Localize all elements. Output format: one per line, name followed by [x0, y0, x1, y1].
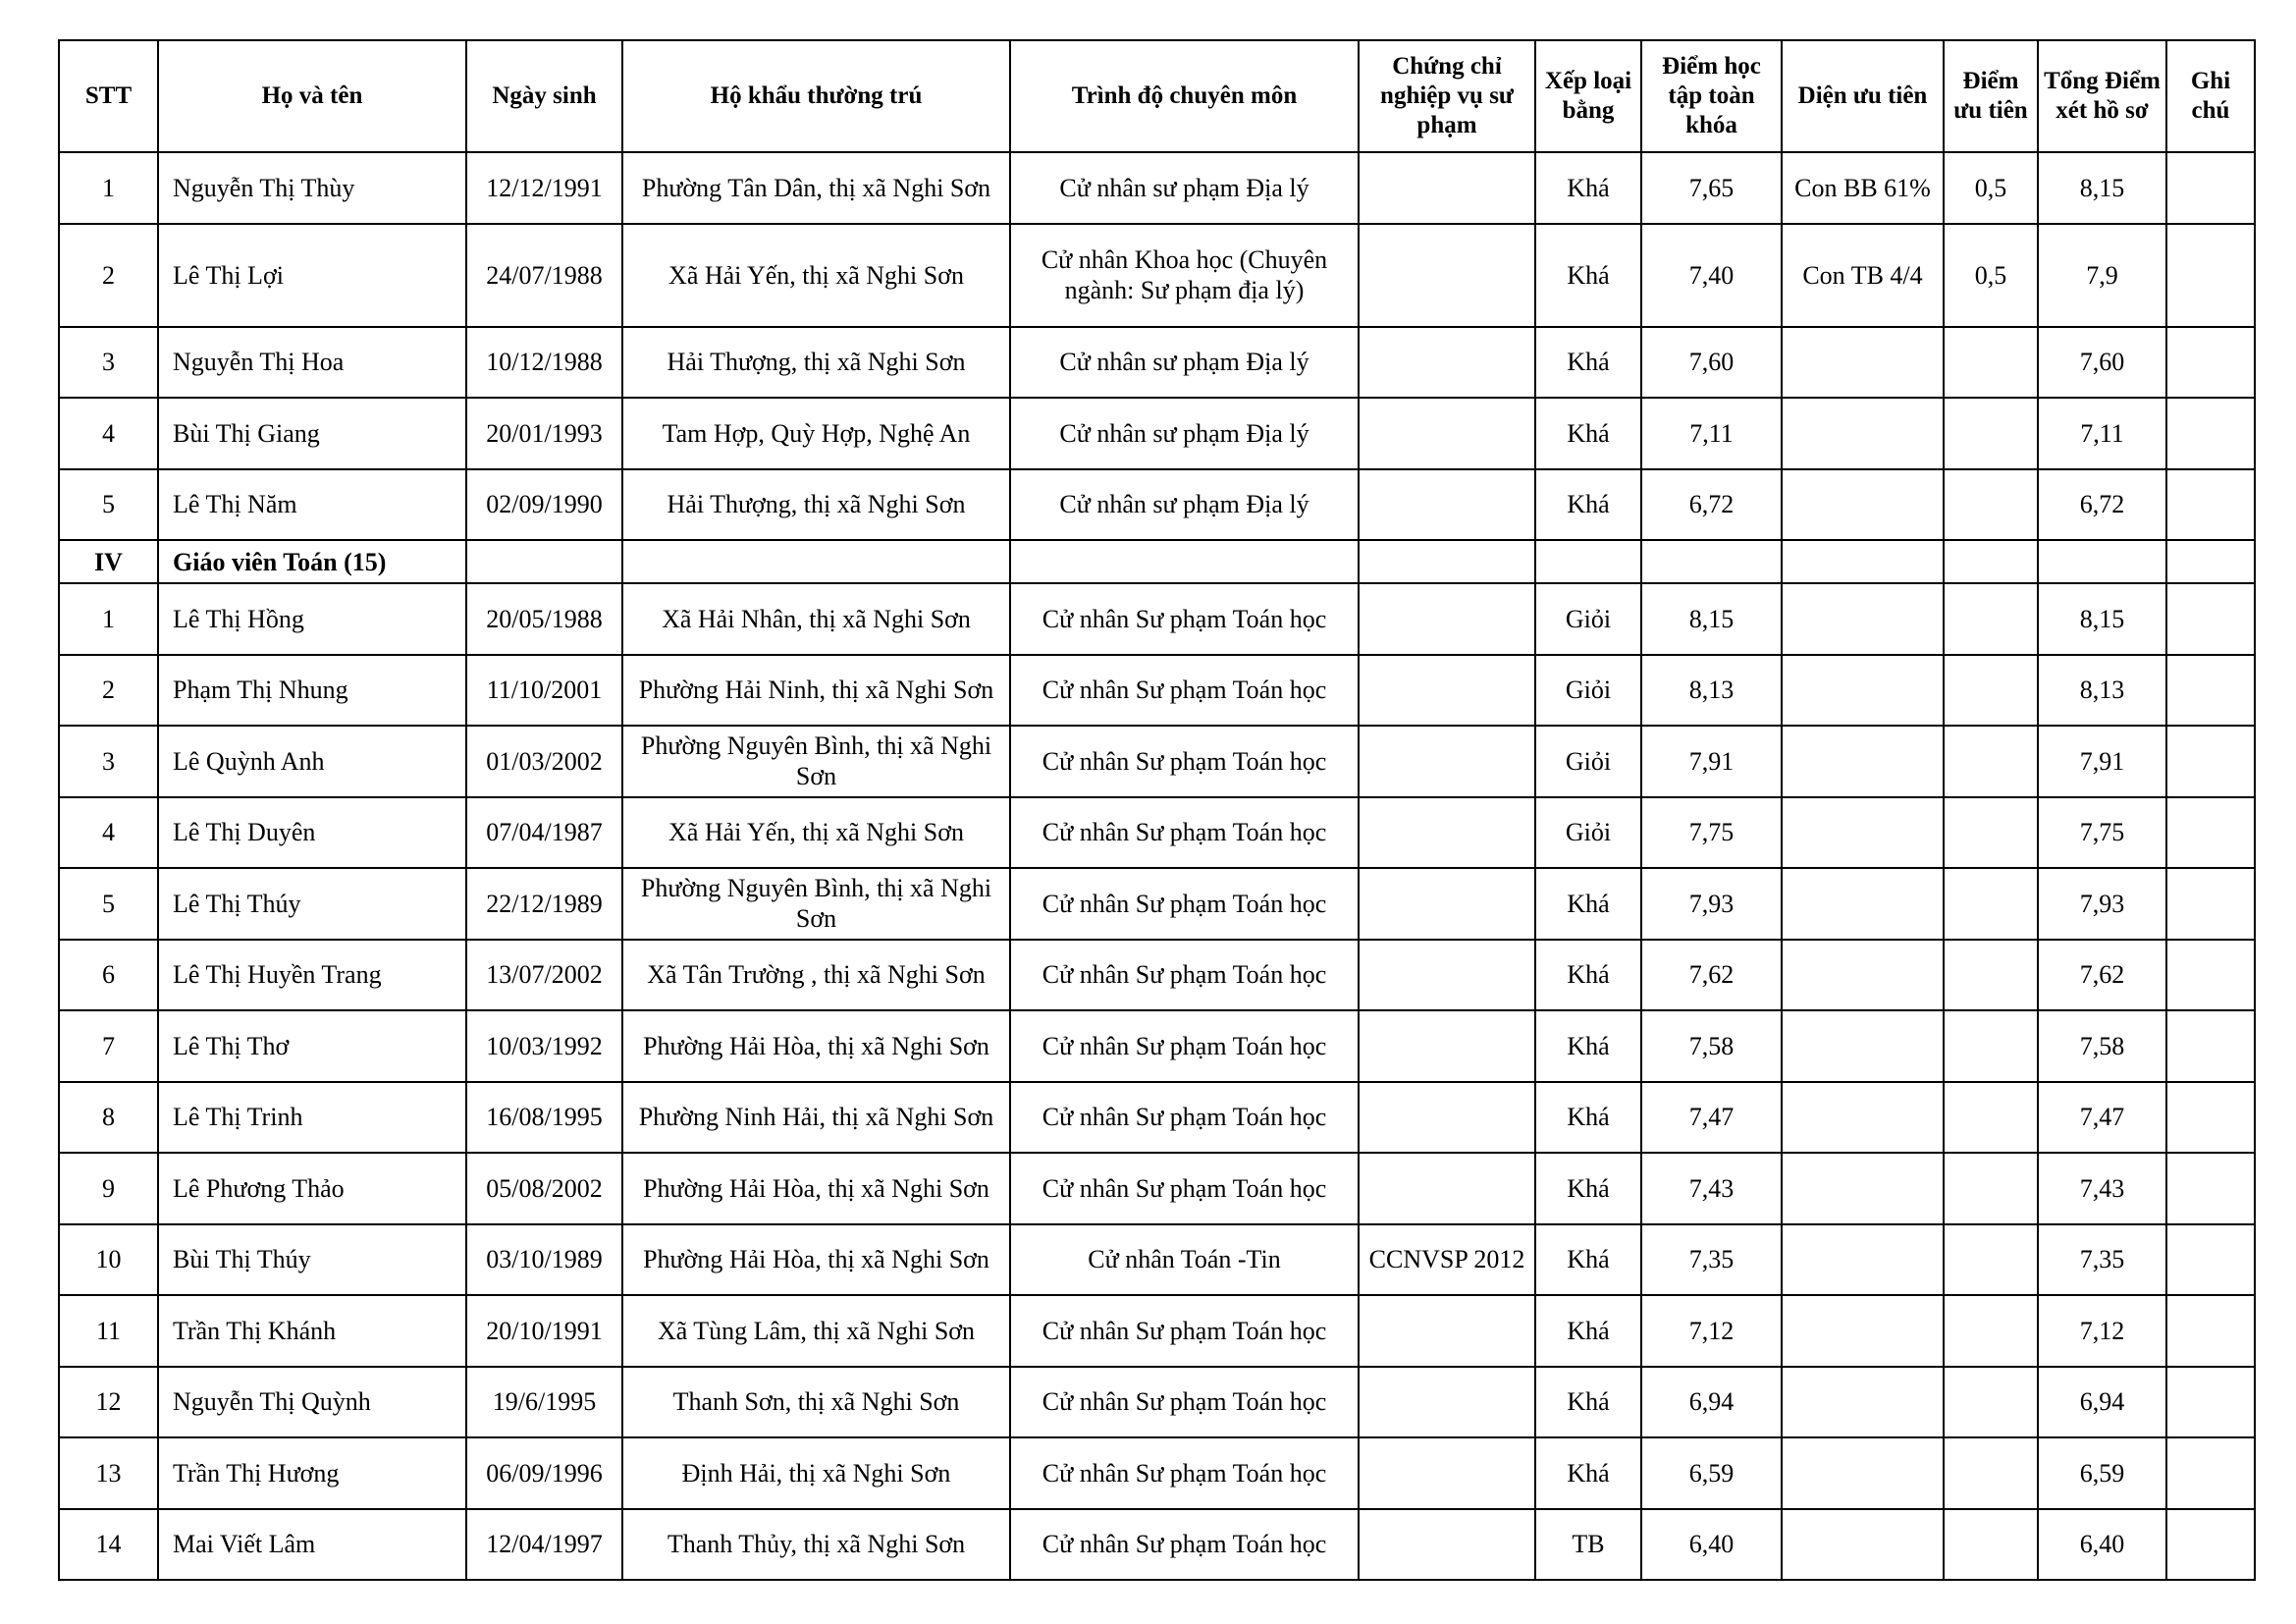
cell-priority-type	[1782, 583, 1944, 655]
cell-priority-points	[1944, 1367, 2038, 1438]
cell-priority-points	[1944, 1010, 2038, 1082]
cell-qualification: Cử nhân Sư phạm Toán học	[1010, 655, 1359, 727]
table-row	[59, 327, 2255, 399]
section-title: Giáo viên Toán (15)	[158, 540, 466, 583]
cell-note	[2166, 224, 2255, 327]
cell-rank: Giỏi	[1535, 583, 1641, 655]
section-empty-cell	[622, 540, 1010, 583]
cell-total: 7,11	[2038, 398, 2166, 469]
cell-priority-points	[1944, 583, 2038, 655]
cell-address: Xã Tân Trường , thị xã Nghi Sơn	[622, 940, 1010, 1011]
cell-address: Phường Hải Ninh, thị xã Nghi Sơn	[622, 655, 1010, 727]
cell-certificate	[1359, 327, 1535, 399]
cell-address: Định Hải, thị xã Nghi Sơn	[622, 1437, 1010, 1509]
section-empty-cell	[1359, 540, 1535, 583]
cell-total: 7,60	[2038, 327, 2166, 399]
cell-total: 7,93	[2038, 868, 2166, 940]
cell-priority-type	[1782, 655, 1944, 727]
cell-stt: 14	[59, 1509, 158, 1581]
cell-dob: 24/07/1988	[466, 224, 622, 327]
cell-priority-type	[1782, 1224, 1944, 1296]
cell-certificate	[1359, 398, 1535, 469]
cell-stt: 5	[59, 469, 158, 541]
cell-dob: 12/04/1997	[466, 1509, 622, 1581]
section-empty-cell	[1535, 540, 1641, 583]
cell-name: Trần Thị Khánh	[158, 1295, 466, 1367]
cell-total: 7,62	[2038, 940, 2166, 1011]
section-empty-cell	[1010, 540, 1359, 583]
cell-name: Nguyễn Thị Thùy	[158, 152, 466, 224]
cell-qualification: Cử nhân Sư phạm Toán học	[1010, 1153, 1359, 1224]
cell-note	[2166, 469, 2255, 541]
cell-dob: 16/08/1995	[466, 1082, 622, 1154]
cell-address: Phường Hải Hòa, thị xã Nghi Sơn	[622, 1010, 1010, 1082]
section-empty-cell	[466, 540, 622, 583]
cell-stt: 3	[59, 327, 158, 399]
cell-dob: 11/10/2001	[466, 655, 622, 727]
table-row	[59, 583, 2255, 655]
cell-priority-points: 0,5	[1944, 224, 2038, 327]
cell-rank: TB	[1535, 1509, 1641, 1581]
cell-qualification: Cử nhân Sư phạm Toán học	[1010, 940, 1359, 1011]
cell-name: Nguyễn Thị Quỳnh	[158, 1367, 466, 1438]
header-name: Họ và tên	[158, 40, 466, 152]
cell-priority-type	[1782, 469, 1944, 541]
cell-note	[2166, 583, 2255, 655]
cell-stt: 8	[59, 1082, 158, 1154]
cell-gpa: 7,75	[1641, 797, 1782, 869]
cell-certificate	[1359, 224, 1535, 327]
cell-qualification: Cử nhân Toán -Tin	[1010, 1224, 1359, 1296]
cell-gpa: 6,72	[1641, 469, 1782, 541]
cell-priority-points	[1944, 726, 2038, 797]
cell-stt: 7	[59, 1010, 158, 1082]
cell-name: Lê Thị Duyên	[158, 797, 466, 869]
cell-total: 7,12	[2038, 1295, 2166, 1367]
cell-note	[2166, 1509, 2255, 1581]
cell-stt: 3	[59, 726, 158, 797]
header-rank: Xếp loại bằng	[1535, 40, 1641, 152]
section-row	[59, 540, 2255, 583]
cell-certificate	[1359, 868, 1535, 940]
table-row	[59, 1010, 2255, 1082]
cell-address: Thanh Thủy, thị xã Nghi Sơn	[622, 1509, 1010, 1581]
cell-qualification: Cử nhân Sư phạm Toán học	[1010, 1010, 1359, 1082]
cell-dob: 06/09/1996	[466, 1437, 622, 1509]
header-stt: STT	[59, 40, 158, 152]
cell-qualification: Cử nhân Sư phạm Toán học	[1010, 1367, 1359, 1438]
cell-qualification: Cử nhân sư phạm Địa lý	[1010, 469, 1359, 541]
cell-note	[2166, 797, 2255, 869]
cell-note	[2166, 868, 2255, 940]
cell-rank: Giỏi	[1535, 655, 1641, 727]
cell-total: 7,47	[2038, 1082, 2166, 1154]
cell-qualification: Cử nhân sư phạm Địa lý	[1010, 327, 1359, 399]
table-row	[59, 655, 2255, 727]
cell-note	[2166, 398, 2255, 469]
cell-rank: Khá	[1535, 1153, 1641, 1224]
cell-dob: 10/12/1988	[466, 327, 622, 399]
cell-gpa: 7,91	[1641, 726, 1782, 797]
cell-certificate	[1359, 152, 1535, 224]
table-row	[59, 1437, 2255, 1509]
cell-gpa: 6,59	[1641, 1437, 1782, 1509]
cell-name: Lê Thị Thơ	[158, 1010, 466, 1082]
cell-total: 7,43	[2038, 1153, 2166, 1224]
header-address: Hộ khẩu thường trú	[622, 40, 1010, 152]
cell-gpa: 7,60	[1641, 327, 1782, 399]
cell-address: Phường Ninh Hải, thị xã Nghi Sơn	[622, 1082, 1010, 1154]
cell-name: Lê Thị Hồng	[158, 583, 466, 655]
cell-dob: 10/03/1992	[466, 1010, 622, 1082]
cell-name: Lê Phương Thảo	[158, 1153, 466, 1224]
cell-name: Phạm Thị Nhung	[158, 655, 466, 727]
cell-gpa: 7,65	[1641, 152, 1782, 224]
cell-total: 8,15	[2038, 152, 2166, 224]
cell-dob: 12/12/1991	[466, 152, 622, 224]
cell-dob: 02/09/1990	[466, 469, 622, 541]
cell-gpa: 6,94	[1641, 1367, 1782, 1438]
table-row	[59, 152, 2255, 224]
cell-priority-type	[1782, 940, 1944, 1011]
cell-qualification: Cử nhân Sư phạm Toán học	[1010, 726, 1359, 797]
cell-name: Lê Thị Năm	[158, 469, 466, 541]
cell-address: Xã Hải Nhân, thị xã Nghi Sơn	[622, 583, 1010, 655]
cell-stt: 9	[59, 1153, 158, 1224]
cell-gpa: 7,58	[1641, 1010, 1782, 1082]
section-empty-cell	[2038, 540, 2166, 583]
table-row	[59, 868, 2255, 940]
header-priority-points: Điểm ưu tiên	[1944, 40, 2038, 152]
cell-gpa: 7,35	[1641, 1224, 1782, 1296]
cell-total: 7,9	[2038, 224, 2166, 327]
header-note: Ghi chú	[2166, 40, 2255, 152]
cell-gpa: 6,40	[1641, 1509, 1782, 1581]
table-row	[59, 797, 2255, 869]
cell-name: Bùi Thị Thúy	[158, 1224, 466, 1296]
cell-priority-points	[1944, 327, 2038, 399]
cell-rank: Khá	[1535, 1295, 1641, 1367]
table-row	[59, 398, 2255, 469]
cell-total: 8,13	[2038, 655, 2166, 727]
cell-total: 6,94	[2038, 1367, 2166, 1438]
cell-certificate	[1359, 655, 1535, 727]
cell-gpa: 8,13	[1641, 655, 1782, 727]
cell-qualification: Cử nhân Sư phạm Toán học	[1010, 1082, 1359, 1154]
cell-name: Bùi Thị Giang	[158, 398, 466, 469]
table-row	[59, 1509, 2255, 1581]
cell-qualification: Cử nhân Sư phạm Toán học	[1010, 797, 1359, 869]
cell-priority-points	[1944, 1437, 2038, 1509]
table-row	[59, 1224, 2255, 1296]
cell-certificate	[1359, 1295, 1535, 1367]
cell-stt: 12	[59, 1367, 158, 1438]
cell-certificate	[1359, 583, 1535, 655]
cell-rank: Khá	[1535, 940, 1641, 1011]
cell-stt: 5	[59, 868, 158, 940]
cell-name: Nguyễn Thị Hoa	[158, 327, 466, 399]
cell-dob: 20/10/1991	[466, 1295, 622, 1367]
header-total: Tổng Điểm xét hồ sơ	[2038, 40, 2166, 152]
cell-name: Lê Thị Thúy	[158, 868, 466, 940]
cell-rank: Khá	[1535, 868, 1641, 940]
cell-priority-points	[1944, 868, 2038, 940]
cell-rank: Khá	[1535, 1367, 1641, 1438]
cell-certificate	[1359, 1367, 1535, 1438]
cell-total: 6,59	[2038, 1437, 2166, 1509]
cell-gpa: 7,11	[1641, 398, 1782, 469]
cell-priority-points	[1944, 469, 2038, 541]
table-row	[59, 1367, 2255, 1438]
cell-priority-type	[1782, 726, 1944, 797]
cell-priority-points: 0,5	[1944, 152, 2038, 224]
cell-name: Lê Thị Huyền Trang	[158, 940, 466, 1011]
candidate-table	[58, 39, 2256, 1581]
cell-priority-points	[1944, 1224, 2038, 1296]
cell-priority-type	[1782, 1153, 1944, 1224]
cell-name: Trần Thị Hương	[158, 1437, 466, 1509]
cell-rank: Giỏi	[1535, 797, 1641, 869]
cell-note	[2166, 1082, 2255, 1154]
cell-stt: 4	[59, 797, 158, 869]
cell-note	[2166, 1153, 2255, 1224]
cell-priority-points	[1944, 1509, 2038, 1581]
cell-total: 6,72	[2038, 469, 2166, 541]
cell-address: Phường Nguyên Bình, thị xã Nghi Sơn	[622, 726, 1010, 797]
table-row	[59, 1153, 2255, 1224]
cell-rank: Khá	[1535, 1010, 1641, 1082]
cell-priority-type	[1782, 1295, 1944, 1367]
cell-address: Xã Hải Yến, thị xã Nghi Sơn	[622, 797, 1010, 869]
cell-priority-type	[1782, 1367, 1944, 1438]
cell-stt: 6	[59, 940, 158, 1011]
cell-note	[2166, 655, 2255, 727]
cell-stt: 10	[59, 1224, 158, 1296]
cell-stt: 2	[59, 655, 158, 727]
cell-priority-points	[1944, 398, 2038, 469]
cell-address: Hải Thượng, thị xã Nghi Sơn	[622, 469, 1010, 541]
cell-certificate	[1359, 940, 1535, 1011]
cell-dob: 20/01/1993	[466, 398, 622, 469]
cell-certificate	[1359, 1509, 1535, 1581]
cell-rank: Khá	[1535, 327, 1641, 399]
cell-address: Phường Hải Hòa, thị xã Nghi Sơn	[622, 1153, 1010, 1224]
cell-rank: Giỏi	[1535, 726, 1641, 797]
cell-qualification: Cử nhân sư phạm Địa lý	[1010, 398, 1359, 469]
cell-qualification: Cử nhân Sư phạm Toán học	[1010, 1295, 1359, 1367]
cell-priority-points	[1944, 1082, 2038, 1154]
cell-address: Tam Hợp, Quỳ Hợp, Nghệ An	[622, 398, 1010, 469]
section-empty-cell	[1782, 540, 1944, 583]
cell-dob: 03/10/1989	[466, 1224, 622, 1296]
cell-certificate	[1359, 797, 1535, 869]
cell-priority-type	[1782, 398, 1944, 469]
cell-dob: 07/04/1987	[466, 797, 622, 869]
cell-priority-type	[1782, 1437, 1944, 1509]
section-empty-cell	[1944, 540, 2038, 583]
cell-total: 6,40	[2038, 1509, 2166, 1581]
table-row	[59, 224, 2255, 327]
cell-dob: 01/03/2002	[466, 726, 622, 797]
cell-address: Phường Nguyên Bình, thị xã Nghi Sơn	[622, 868, 1010, 940]
table-row	[59, 1295, 2255, 1367]
cell-note	[2166, 1367, 2255, 1438]
cell-priority-points	[1944, 1295, 2038, 1367]
cell-gpa: 7,40	[1641, 224, 1782, 327]
cell-gpa: 7,12	[1641, 1295, 1782, 1367]
cell-dob: 19/6/1995	[466, 1367, 622, 1438]
cell-gpa: 8,15	[1641, 583, 1782, 655]
table-row	[59, 469, 2255, 541]
cell-priority-type	[1782, 1509, 1944, 1581]
cell-qualification: Cử nhân Sư phạm Toán học	[1010, 583, 1359, 655]
cell-certificate	[1359, 1082, 1535, 1154]
cell-priority-type	[1782, 327, 1944, 399]
cell-gpa: 7,47	[1641, 1082, 1782, 1154]
cell-priority-points	[1944, 1153, 2038, 1224]
cell-total: 7,35	[2038, 1224, 2166, 1296]
cell-note	[2166, 152, 2255, 224]
header-qualification: Trình độ chuyên môn	[1010, 40, 1359, 152]
cell-gpa: 7,62	[1641, 940, 1782, 1011]
header-row	[59, 40, 2255, 152]
cell-rank: Khá	[1535, 152, 1641, 224]
cell-note	[2166, 726, 2255, 797]
cell-total: 8,15	[2038, 583, 2166, 655]
cell-name: Lê Quỳnh Anh	[158, 726, 466, 797]
cell-priority-points	[1944, 655, 2038, 727]
cell-priority-points	[1944, 797, 2038, 869]
cell-dob: 22/12/1989	[466, 868, 622, 940]
header-certificate: Chứng chỉ nghiệp vụ sư phạm	[1359, 40, 1535, 152]
cell-priority-type	[1782, 797, 1944, 869]
cell-priority-points	[1944, 940, 2038, 1011]
cell-certificate	[1359, 1010, 1535, 1082]
cell-qualification: Cử nhân Sư phạm Toán học	[1010, 1437, 1359, 1509]
cell-note	[2166, 1295, 2255, 1367]
cell-rank: Khá	[1535, 1082, 1641, 1154]
section-number: IV	[59, 540, 158, 583]
header-priority-type: Diện ưu tiên	[1782, 40, 1944, 152]
cell-stt: 4	[59, 398, 158, 469]
cell-rank: Khá	[1535, 1437, 1641, 1509]
cell-gpa: 7,43	[1641, 1153, 1782, 1224]
cell-total: 7,91	[2038, 726, 2166, 797]
cell-stt: 2	[59, 224, 158, 327]
cell-note	[2166, 1010, 2255, 1082]
header-gpa: Điểm học tập toàn khóa	[1641, 40, 1782, 152]
cell-note	[2166, 1224, 2255, 1296]
cell-stt: 13	[59, 1437, 158, 1509]
cell-qualification: Cử nhân Sư phạm Toán học	[1010, 1509, 1359, 1581]
cell-address: Thanh Sơn, thị xã Nghi Sơn	[622, 1367, 1010, 1438]
table-row	[59, 726, 2255, 797]
cell-dob: 05/08/2002	[466, 1153, 622, 1224]
cell-name: Mai Viết Lâm	[158, 1509, 466, 1581]
cell-stt: 1	[59, 152, 158, 224]
cell-rank: Khá	[1535, 469, 1641, 541]
cell-stt: 1	[59, 583, 158, 655]
cell-certificate	[1359, 1437, 1535, 1509]
cell-address: Phường Tân Dân, thị xã Nghi Sơn	[622, 152, 1010, 224]
section-empty-cell	[1641, 540, 1782, 583]
cell-priority-type: Con BB 61%	[1782, 152, 1944, 224]
cell-qualification: Cử nhân sư phạm Địa lý	[1010, 152, 1359, 224]
cell-total: 7,58	[2038, 1010, 2166, 1082]
cell-rank: Khá	[1535, 398, 1641, 469]
cell-certificate	[1359, 726, 1535, 797]
cell-rank: Khá	[1535, 1224, 1641, 1296]
section-empty-cell	[2166, 540, 2255, 583]
header-dob: Ngày sinh	[466, 40, 622, 152]
cell-address: Xã Tùng Lâm, thị xã Nghi Sơn	[622, 1295, 1010, 1367]
cell-gpa: 7,93	[1641, 868, 1782, 940]
table-row	[59, 940, 2255, 1011]
cell-total: 7,75	[2038, 797, 2166, 869]
cell-stt: 11	[59, 1295, 158, 1367]
cell-address: Phường Hải Hòa, thị xã Nghi Sơn	[622, 1224, 1010, 1296]
cell-rank: Khá	[1535, 224, 1641, 327]
cell-note	[2166, 1437, 2255, 1509]
cell-note	[2166, 327, 2255, 399]
cell-priority-type: Con TB 4/4	[1782, 224, 1944, 327]
cell-certificate	[1359, 469, 1535, 541]
cell-qualification: Cử nhân Sư phạm Toán học	[1010, 868, 1359, 940]
cell-address: Hải Thượng, thị xã Nghi Sơn	[622, 327, 1010, 399]
cell-certificate: CCNVSP 2012	[1359, 1224, 1535, 1296]
cell-priority-type	[1782, 1010, 1944, 1082]
table-row	[59, 1082, 2255, 1154]
cell-name: Lê Thị Lợi	[158, 224, 466, 327]
cell-note	[2166, 940, 2255, 1011]
cell-priority-type	[1782, 868, 1944, 940]
cell-name: Lê Thị Trinh	[158, 1082, 466, 1154]
cell-dob: 20/05/1988	[466, 583, 622, 655]
cell-certificate	[1359, 1153, 1535, 1224]
cell-dob: 13/07/2002	[466, 940, 622, 1011]
cell-address: Xã Hải Yến, thị xã Nghi Sơn	[622, 224, 1010, 327]
cell-qualification: Cử nhân Khoa học (Chuyên ngành: Sư phạm địa lý)	[1010, 224, 1359, 327]
cell-priority-type	[1782, 1082, 1944, 1154]
